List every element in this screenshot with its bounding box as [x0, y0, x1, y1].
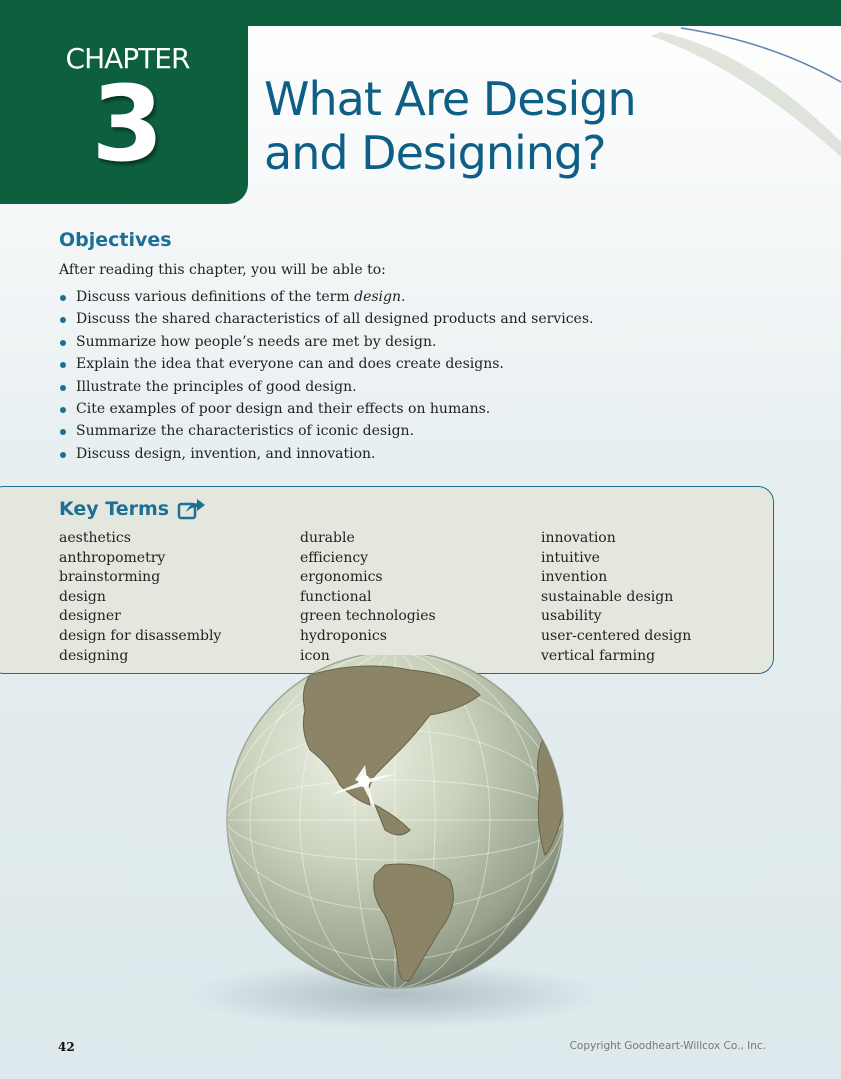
- page-number: 42: [58, 1040, 75, 1054]
- key-terms-title: Key Terms: [59, 498, 170, 520]
- objectives-heading: Objectives: [59, 229, 172, 251]
- objective-item: Discuss various definitions of the term design.: [59, 286, 799, 308]
- key-term: durable: [300, 530, 355, 546]
- key-term: efficiency: [300, 549, 369, 566]
- objectives-intro: After reading this chapter, you will be able to:: [59, 262, 386, 278]
- key-term: green technologies: [300, 608, 436, 625]
- objective-item: Illustrate the principles of good design.: [59, 376, 799, 398]
- objectives-section: [59, 229, 799, 465]
- key-term: anthropometry: [59, 549, 166, 566]
- chapter-number: 3: [91, 63, 164, 185]
- globe-image: [160, 655, 620, 1035]
- chapter-badge: [0, 0, 248, 204]
- copyright-notice: Copyright Goodheart-Willcox Co., Inc.: [569, 1040, 766, 1052]
- key-term: brainstorming: [59, 569, 161, 586]
- key-term: ergonomics: [300, 569, 383, 586]
- key-term: user-centered design: [541, 627, 692, 644]
- key-terms-heading: [59, 497, 207, 521]
- key-term: vertical farming: [541, 647, 656, 664]
- objective-item: Discuss design, invention, and innovation.: [59, 443, 799, 465]
- key-terms-column-3: [541, 529, 691, 666]
- key-term: intuitive: [541, 549, 600, 566]
- objectives-list: [59, 286, 799, 465]
- share-link-icon[interactable]: [177, 497, 207, 521]
- key-term: aesthetics: [59, 530, 131, 546]
- objective-item: Cite examples of poor design and their effects on humans.: [59, 398, 799, 420]
- key-term: functional: [300, 588, 372, 605]
- objective-item: Discuss the shared characteristics of all designed products and services.: [59, 308, 799, 330]
- key-term: designer: [59, 608, 121, 625]
- globe-illustration: [160, 655, 620, 1039]
- key-term: design for disassembly: [59, 627, 222, 644]
- title-line-2: and Designing?: [264, 126, 606, 180]
- objective-item: Explain the idea that everyone can and does create designs.: [59, 353, 799, 375]
- key-term: invention: [541, 569, 608, 586]
- key-term: icon: [300, 647, 330, 664]
- key-term: design: [59, 588, 106, 605]
- objective-item: Summarize the characteristics of iconic design.: [59, 420, 799, 442]
- title-line-1: What Are Design: [264, 72, 636, 126]
- chapter-label: CHAPTER: [65, 42, 190, 75]
- objective-item: Summarize how people’s needs are met by design.: [59, 331, 799, 353]
- key-terms-column-1: [59, 529, 221, 666]
- key-terms-column-2: [300, 529, 436, 666]
- key-term: sustainable design: [541, 588, 674, 605]
- page-title: [264, 72, 744, 180]
- emphasized-term: design: [354, 289, 401, 305]
- key-term: hydroponics: [300, 627, 387, 644]
- key-term: usability: [541, 608, 602, 625]
- key-term: designing: [59, 647, 129, 664]
- key-term: innovation: [541, 530, 616, 546]
